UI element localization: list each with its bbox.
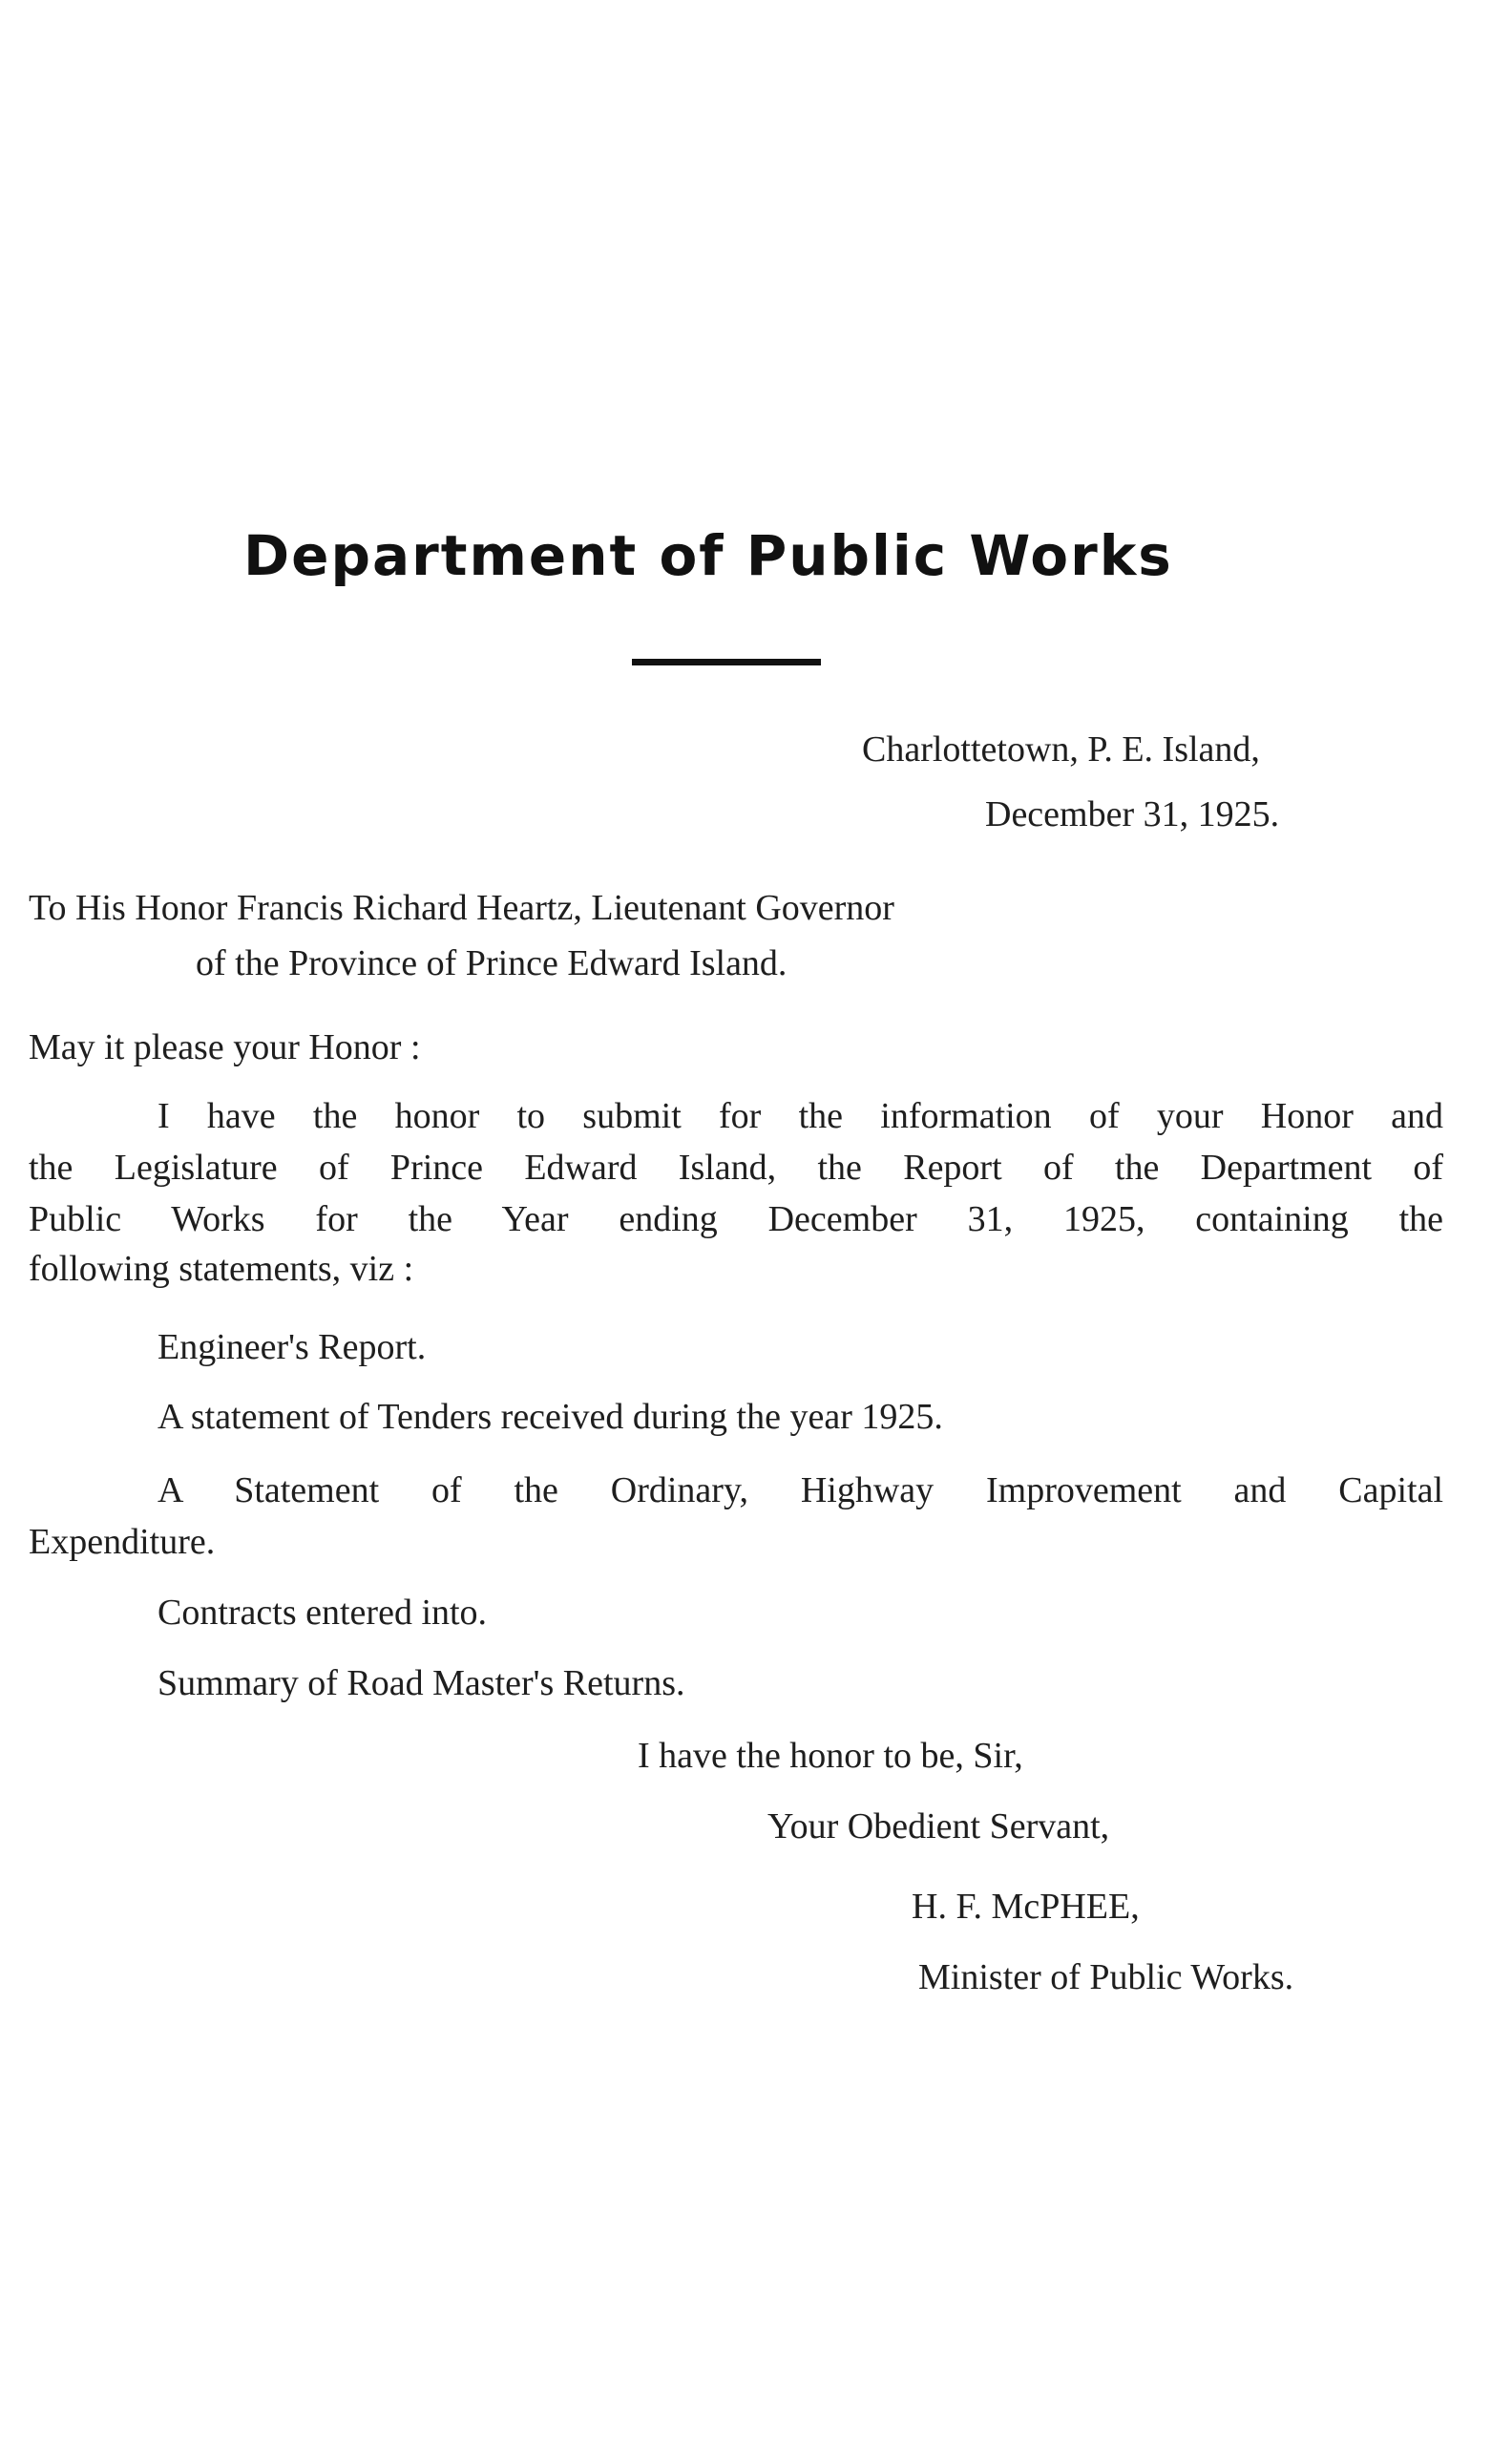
list-item-tenders: A statement of Tenders received during the year 1925. — [158, 1397, 943, 1437]
signatory-title: Minister of Public Works. — [918, 1957, 1294, 1997]
list-item-expenditure-cont: Expenditure. — [29, 1522, 216, 1562]
body-line-3: Public Works for the Year ending December 31, 1925, containing the — [29, 1199, 1443, 1239]
date-line: December 31, 1925. — [985, 794, 1280, 834]
body-line-4: following statements, viz : — [29, 1249, 414, 1289]
list-item-engineers-report: Engineer's Report. — [158, 1327, 427, 1367]
addressee-line-2: of the Province of Prince Edward Island. — [196, 943, 788, 983]
list-item-road-master: Summary of Road Master's Returns. — [158, 1663, 685, 1703]
salutation: May it please your Honor : — [29, 1027, 421, 1067]
list-item-contracts: Contracts entered into. — [158, 1593, 488, 1633]
signatory-name: H. F. McPHEE, — [912, 1887, 1140, 1927]
title-underline-rule — [632, 659, 821, 665]
closing-line: I have the honor to be, Sir, — [638, 1736, 1023, 1776]
valediction: Your Obedient Servant, — [767, 1806, 1110, 1847]
body-line-2: the Legislature of Prince Edward Island, the Report of the Department of — [29, 1148, 1443, 1188]
body-line-1: I have the honor to submit for the information of your Honor and — [158, 1096, 1443, 1136]
list-item-expenditure: A Statement of the Ordinary, Highway Improvement and Capital — [158, 1470, 1443, 1510]
addressee-line-1: To His Honor Francis Richard Heartz, Lieutenant Governor — [29, 888, 894, 928]
place-line: Charlottetown, P. E. Island, — [862, 729, 1260, 770]
page-title: Department of Public Works — [243, 523, 1173, 588]
